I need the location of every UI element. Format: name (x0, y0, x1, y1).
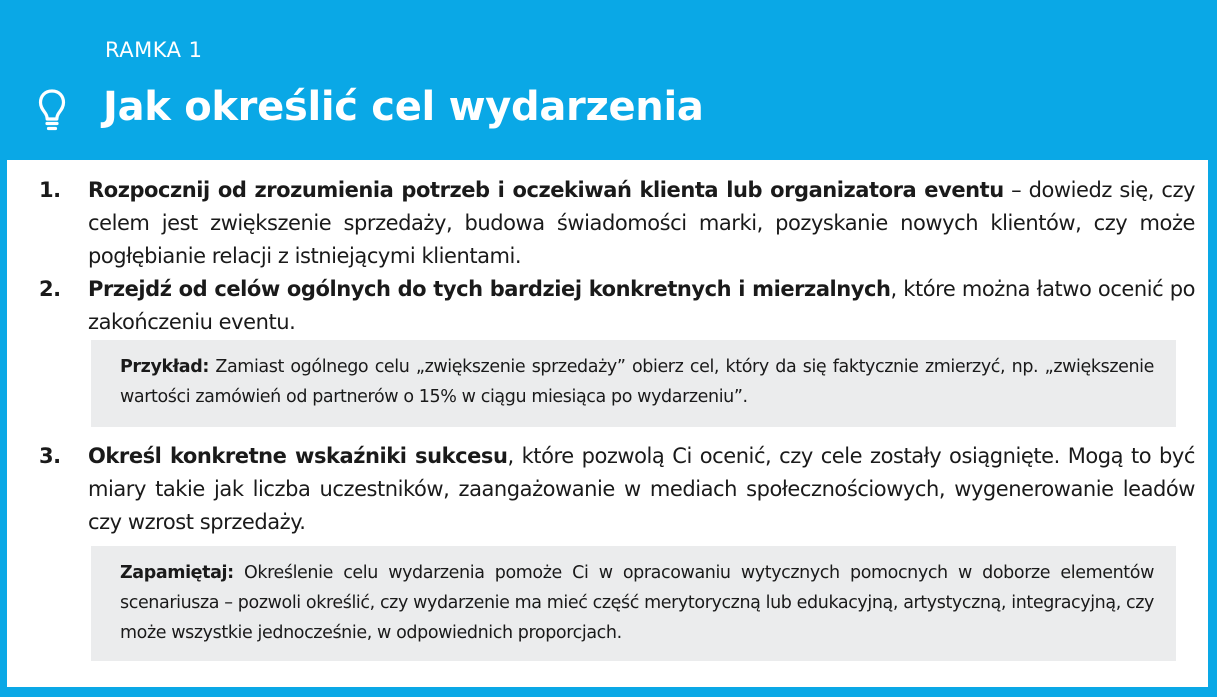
remember-note (91, 546, 1176, 661)
example-note (91, 340, 1176, 427)
list-item-number: 1. (39, 178, 61, 202)
list-item (39, 440, 1195, 539)
list-item (39, 174, 1195, 273)
list-item-bold: Rozpocznij od zrozumienia potrzeb i oczekiwań klienta lub organizatora eventu (88, 178, 1004, 202)
list-item-body: , które pozwolą Ci ocenić, czy cele zostały osiągnięte. Mogą to być miary takie jak liczba uczestników, zaangażowanie w mediach społecznościowych, wygenerowanie leadów czy wzrost sprzedaży. (88, 444, 1196, 534)
list-item-number: 3. (39, 444, 61, 468)
example-note-label: Przykład: (120, 357, 209, 377)
list-item-text (88, 440, 1195, 539)
box-title: Jak określić cel wydarzenia (103, 84, 704, 130)
lightbulb-icon (38, 88, 66, 132)
example-note-text: Zamiast ogólnego celu „zwiększenie sprzedaży” obierz cel, który da się faktycznie zmierzyć, np. „zwiększenie wartości zamówień od partnerów o 15% w ciągu miesiąca po wydarzeniu”. (120, 357, 1154, 407)
list-item-text (88, 273, 1195, 339)
list-item-body: , które można łatwo ocenić po zakończeniu eventu. (88, 277, 1195, 334)
list-item-body: – dowiedz się, czy celem jest zwiększenie sprzedaży, budowa świadomości marki, pozyskanie nowych klientów, czy może pogłębianie relacji z istniejącymi klientami. (88, 178, 1195, 268)
list-item-number: 2. (39, 277, 61, 301)
list-item-bold: Określ konkretne wskaźniki sukcesu (88, 444, 508, 468)
box-kicker: RAMKA 1 (105, 38, 203, 62)
list-item-text (88, 174, 1195, 273)
list-item-bold: Przejdź od celów ogólnych do tych bardziej konkretnych i mierzalnych (88, 277, 891, 301)
content-panel (7, 160, 1208, 687)
remember-note-label: Zapamiętaj: (120, 563, 234, 583)
remember-note-text: Określenie celu wydarzenia pomoże Ci w opracowaniu wytycznych pomocnych w doborze elementów scenariusza – pozwoli określić, czy wydarzenie ma mieć część merytoryczną lub edukacyjną, artystyczną, integracyjną, czy może wszystkie jednocześnie, w odpowiednich proporcjach. (120, 563, 1154, 643)
list-item (39, 273, 1195, 339)
